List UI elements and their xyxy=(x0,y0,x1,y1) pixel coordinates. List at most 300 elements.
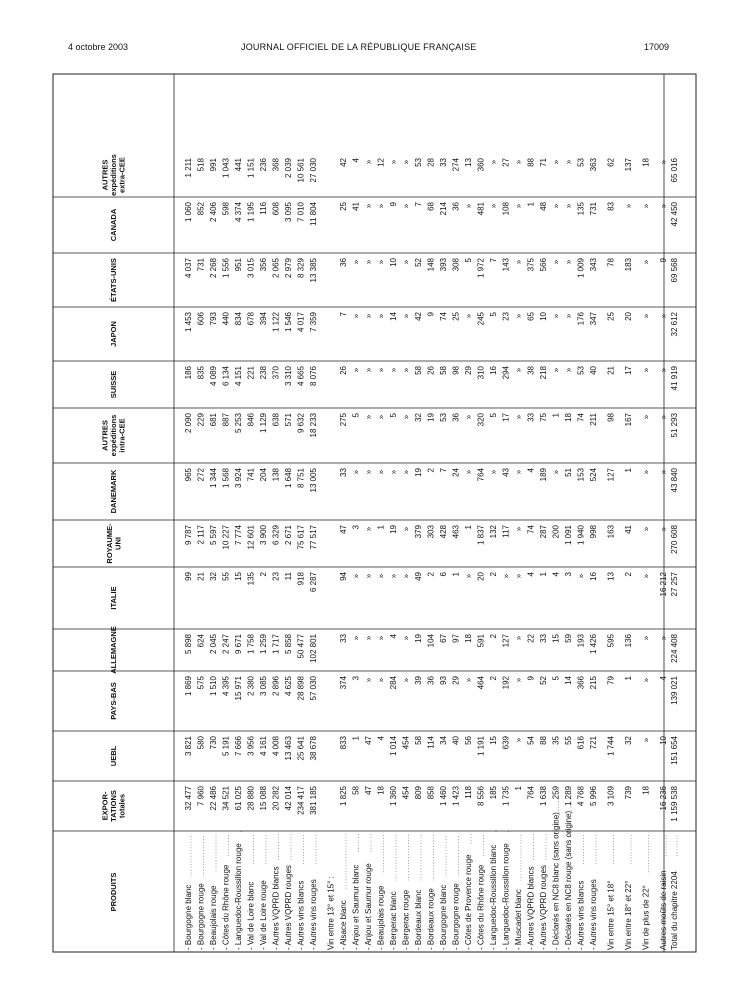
cell-value: 951 xyxy=(234,258,243,272)
cell-value: 2 090 xyxy=(184,413,193,434)
cell-value: 97 xyxy=(451,634,461,643)
cell-value: 308 xyxy=(451,258,461,272)
cell-value: 440 xyxy=(221,312,231,326)
cell-value: 4 xyxy=(526,468,536,473)
cell-value: 1 825 xyxy=(339,786,348,807)
cell-value: 24 xyxy=(451,468,461,477)
row-label: - Autres vins rouges xyxy=(309,879,318,950)
column-header-line: expéditions xyxy=(109,154,118,196)
cell-value: 214 xyxy=(439,202,448,216)
cell-value: 114 xyxy=(426,736,436,749)
cell-value: » xyxy=(464,414,473,420)
cell-value: 23 xyxy=(501,312,511,321)
row-label: - Bergerac blanc xyxy=(389,891,398,950)
cell-value: 74 xyxy=(576,413,586,422)
cell-value: 50 477 xyxy=(296,634,306,659)
cell-value: 1 289 xyxy=(564,786,573,807)
cell-value: 9 671 xyxy=(234,634,243,655)
cell-value: 15 xyxy=(489,736,498,745)
cell-value: 580 xyxy=(196,736,206,750)
cell-value: 394 xyxy=(259,312,268,326)
column-header-line: AUTRES xyxy=(100,420,110,451)
row-label: - Val de Loire rouge xyxy=(259,880,268,950)
cell-value: 62 xyxy=(606,158,616,167)
cell-value: 27 xyxy=(501,158,511,167)
cell-value: 39 xyxy=(414,676,423,685)
cell-value: 58 xyxy=(414,366,423,375)
column-header-line: intra-CEE xyxy=(117,418,127,453)
cell-value: 454 xyxy=(401,786,411,800)
cell-value: 5 253 xyxy=(234,413,243,434)
cell-value: 218 xyxy=(539,366,548,380)
cell-value: 363 xyxy=(589,158,598,172)
cell-value: 58 xyxy=(439,366,448,375)
column-header-line: JAPON xyxy=(109,321,118,347)
total-value: 32 612 xyxy=(670,312,679,337)
cell-value: 94 xyxy=(339,572,348,581)
cell-value: 2 671 xyxy=(284,525,293,546)
cell-value: 1 972 xyxy=(476,258,486,279)
cell-value: » xyxy=(389,469,398,475)
row-label: - Autres VQPRD rouges xyxy=(284,865,293,950)
cell-value: 135 xyxy=(576,202,586,216)
cell-value: 3 924 xyxy=(234,468,243,489)
products-header: PRODUITS xyxy=(109,872,118,912)
cell-value: 98 xyxy=(451,366,461,375)
cell-value: » xyxy=(364,635,373,641)
cell-value: 639 xyxy=(501,736,511,750)
cell-value: 26 xyxy=(426,366,436,375)
cell-value: 7 xyxy=(339,312,348,317)
cell-value: 234 417 xyxy=(296,786,306,815)
cell-value: 852 xyxy=(196,202,206,216)
cell-value: » xyxy=(576,573,586,579)
cell-value: » xyxy=(514,677,523,683)
cell-value: 238 xyxy=(259,366,268,380)
cell-value: » xyxy=(364,203,373,209)
cell-value: 464 xyxy=(476,676,486,690)
cell-value: 13 463 xyxy=(284,736,293,761)
row-label: - Côtes du Rhône rouge xyxy=(476,864,486,950)
cell-value: 834 xyxy=(234,312,243,326)
cell-value: 2 979 xyxy=(284,258,293,279)
table-border xyxy=(53,74,696,952)
cell-value: 347 xyxy=(589,312,598,326)
cell-value: 5 191 xyxy=(221,736,231,757)
cell-value: 375 xyxy=(526,258,536,272)
cell-value: 25 xyxy=(451,312,461,321)
cell-value: 1 546 xyxy=(284,312,293,333)
cell-value: 2 xyxy=(489,634,498,639)
cell-value: 3 821 xyxy=(184,736,193,757)
cell-value: 303 xyxy=(426,525,436,539)
column-header-line: ROYAUME- xyxy=(104,523,114,564)
cell-value: » xyxy=(641,203,651,209)
cell-value: 78 xyxy=(606,258,616,267)
cell-value: 3 xyxy=(351,525,361,530)
page-number: 17009 xyxy=(644,42,670,52)
cell-value: » xyxy=(464,573,473,579)
cell-value: 2 406 xyxy=(209,202,218,223)
total-value: 270 608 xyxy=(670,525,679,554)
cell-value: » xyxy=(501,573,511,579)
cell-value: 370 xyxy=(271,366,281,380)
cell-value: 41 xyxy=(624,525,633,534)
cell-value: 18 233 xyxy=(309,413,318,438)
cell-value: 730 xyxy=(209,736,218,750)
cell-value: 32 xyxy=(414,413,423,422)
cell-value: » xyxy=(401,367,411,373)
cell-value: » xyxy=(389,159,398,165)
cell-value: 259 xyxy=(551,786,561,800)
cell-value: » xyxy=(551,259,561,265)
cell-value: 22 xyxy=(526,634,536,643)
cell-value: 846 xyxy=(246,413,256,427)
cell-value: » xyxy=(401,159,411,165)
cell-value: 343 xyxy=(589,258,598,272)
cell-value: 1 568 xyxy=(221,468,231,489)
cell-value: 153 xyxy=(576,468,586,482)
cell-value: 3 956 xyxy=(246,736,256,757)
cell-value: 858 xyxy=(426,786,436,800)
cell-value: 2 065 xyxy=(271,258,281,279)
cell-value: » xyxy=(514,313,523,319)
cell-value: 2 xyxy=(624,572,633,577)
cell-value: 132 xyxy=(489,525,498,539)
total-value: 65 016 xyxy=(670,158,679,183)
cell-value: 965 xyxy=(184,468,193,482)
cell-value: 32 xyxy=(624,736,633,745)
cell-value: 15 088 xyxy=(259,786,268,811)
cell-value: » xyxy=(464,677,473,683)
cell-value: 1 423 xyxy=(451,786,461,807)
cell-value: 1 xyxy=(526,202,536,207)
cell-value: 6 xyxy=(439,572,448,577)
cell-value: 53 xyxy=(439,413,448,422)
cell-value: 9 xyxy=(389,202,398,207)
cell-value: 74 xyxy=(439,312,448,321)
total-label: Total du chapitre 2204 xyxy=(670,871,679,950)
cell-value: » xyxy=(376,469,386,475)
cell-value: 185 xyxy=(489,786,498,800)
cell-value: 33 xyxy=(439,158,448,167)
cell-value: » xyxy=(376,677,386,683)
cell-value: 595 xyxy=(606,634,616,648)
cell-value: 163 xyxy=(606,525,616,539)
cell-value: 4 089 xyxy=(209,366,218,387)
column-header xyxy=(109,682,118,720)
cell-value: 40 xyxy=(589,366,598,375)
cell-value: 88 xyxy=(526,158,536,167)
total-value: 27 257 xyxy=(670,572,679,597)
cell-value: » xyxy=(376,313,386,319)
cell-value: 481 xyxy=(476,202,486,216)
cell-value: 27 030 xyxy=(309,158,318,183)
cell-value: » xyxy=(364,313,373,319)
cell-value: » xyxy=(389,367,398,373)
column-header xyxy=(109,258,118,302)
cell-value: 51 xyxy=(564,468,573,477)
cell-value: 356 xyxy=(259,258,268,272)
cell-value: 47 xyxy=(364,786,373,795)
row-label: - Bergerac rouge xyxy=(401,889,411,950)
cell-value: » xyxy=(551,203,561,209)
cell-value: » xyxy=(514,737,523,743)
cell-value: 18 xyxy=(564,413,573,422)
cell-value: » xyxy=(376,259,386,265)
cell-value: » xyxy=(564,313,573,319)
cell-value: » xyxy=(641,677,651,683)
column-header-line: CANADA xyxy=(109,208,118,242)
cell-value: » xyxy=(376,573,386,579)
cell-value: 360 xyxy=(476,158,486,172)
cell-value: 8 556 xyxy=(476,786,486,807)
row-label: - Languedoc-Roussillon blanc xyxy=(489,844,498,950)
cell-value: 67 xyxy=(439,634,448,643)
cell-value: 3 109 xyxy=(606,786,616,807)
cell-value: 12 xyxy=(376,158,386,167)
row-label: - Côtes de Provence rouge xyxy=(464,854,473,950)
column-header-line: UNI xyxy=(113,537,123,550)
total-value: 1 159 538 xyxy=(670,786,679,822)
cell-value: » xyxy=(551,313,561,319)
cell-value: 200 xyxy=(551,525,561,539)
row-label: - Languedoc-Roussillon rouge xyxy=(234,843,243,950)
cell-value: » xyxy=(401,469,411,475)
cell-value: 7 xyxy=(414,202,423,207)
cell-value: 7 960 xyxy=(196,786,206,807)
cell-value: 16 xyxy=(589,572,598,581)
cell-value: 93 xyxy=(439,676,448,685)
cell-value: 143 xyxy=(501,258,511,272)
cell-value: 8 076 xyxy=(309,366,318,387)
cell-value: 32 xyxy=(209,572,218,581)
cell-value: » xyxy=(659,313,668,319)
total-value: 139 021 xyxy=(670,676,679,705)
cell-value: 272 xyxy=(196,468,206,482)
cell-value: 1 043 xyxy=(221,158,231,179)
cell-value: 1 735 xyxy=(501,786,511,807)
cell-value: 33 xyxy=(526,413,536,422)
cell-value: » xyxy=(351,635,361,641)
cell-value: 19 xyxy=(414,634,423,643)
cell-value: 22 486 xyxy=(209,786,218,811)
cell-value: 4 037 xyxy=(184,258,193,279)
cell-value: 58 xyxy=(414,736,423,745)
cell-value: 591 xyxy=(476,634,486,648)
header-date: 4 octobre 2003 xyxy=(68,42,129,52)
cell-value: » xyxy=(401,677,411,683)
cell-value: 4 xyxy=(659,676,668,681)
row-label: - Anjou et Saumur rouge xyxy=(364,863,373,950)
cell-value: 1 xyxy=(551,413,561,418)
cell-value: 13 xyxy=(464,158,473,167)
cell-value: 83 xyxy=(606,202,616,211)
cell-value: 3 085 xyxy=(259,676,268,697)
cell-value: 1 xyxy=(624,676,633,681)
column-header xyxy=(101,154,127,196)
cell-value: 294 xyxy=(501,366,511,380)
cell-value: 681 xyxy=(209,413,218,427)
cell-value: 4 625 xyxy=(284,676,293,697)
row-label: - Bourgogne rouge xyxy=(451,883,461,950)
cell-value: 28 898 xyxy=(296,676,306,701)
cell-value: 566 xyxy=(539,258,548,272)
cell-value: » xyxy=(364,414,373,420)
cell-value: 19 xyxy=(426,413,436,422)
group-title: Vin de plus de 22° xyxy=(641,885,651,950)
cell-value: 5 858 xyxy=(284,634,293,655)
cell-value: 518 xyxy=(196,158,206,172)
cell-value: » xyxy=(514,469,523,475)
column-header-line: totales xyxy=(117,793,127,819)
cell-value: 2 xyxy=(259,572,268,577)
row-label: - Val de Loire blanc xyxy=(246,881,256,950)
cell-value: » xyxy=(641,526,651,532)
cell-value: 14 xyxy=(389,312,398,321)
cell-value: 99 xyxy=(184,572,193,581)
cell-value: 57 030 xyxy=(309,676,318,701)
column-header-line: TATIONS xyxy=(109,790,118,822)
cell-value: » xyxy=(489,159,498,165)
cell-value: 274 xyxy=(451,158,461,172)
cell-value: 25 641 xyxy=(296,736,306,761)
cell-value: » xyxy=(351,469,361,475)
cell-value: » xyxy=(376,367,386,373)
cell-value: » xyxy=(376,635,386,641)
cell-value: 34 521 xyxy=(221,786,231,811)
cell-value: 1 344 xyxy=(209,468,218,489)
cell-value: » xyxy=(641,259,651,265)
cell-value: » xyxy=(351,367,361,373)
cell-value: 1 191 xyxy=(476,736,486,757)
column-header-line: DANEMARK xyxy=(109,469,118,514)
row-label: - Alsace blanc xyxy=(339,900,348,950)
cell-value: » xyxy=(376,203,386,209)
cell-value: 1 xyxy=(464,525,473,530)
row-label: - Autres vins blancs xyxy=(296,880,306,950)
cell-value: 23 xyxy=(271,572,281,581)
cell-value: 36 xyxy=(426,676,436,685)
cell-value: 183 xyxy=(624,258,633,272)
cell-value: 1 744 xyxy=(606,736,616,757)
cell-value: 33 xyxy=(339,634,348,643)
cell-value: 1 940 xyxy=(576,525,586,546)
group-title: Vin entre 13° et 15° : xyxy=(326,876,336,950)
cell-value: 9 xyxy=(426,312,436,317)
cell-value: 4 161 xyxy=(259,736,268,757)
cell-value: 624 xyxy=(196,634,206,648)
cell-value: 137 xyxy=(624,158,633,172)
cell-value: 5 996 xyxy=(589,786,598,807)
cell-value: 741 xyxy=(246,468,256,482)
cell-value: 1 638 xyxy=(539,786,548,807)
cell-value: 638 xyxy=(271,413,281,427)
cell-value: 16 xyxy=(489,366,498,375)
cell-value: 1 758 xyxy=(246,634,256,655)
cell-value: 127 xyxy=(501,634,511,648)
cell-value: » xyxy=(401,203,411,209)
cell-value: » xyxy=(401,635,411,641)
cell-value: 1 091 xyxy=(564,525,573,546)
cell-value: 6 287 xyxy=(309,572,318,593)
cell-value: 1 060 xyxy=(184,202,193,223)
column-header-line: EXPOR- xyxy=(100,791,110,821)
cell-value: » xyxy=(659,526,668,532)
cell-value: » xyxy=(641,635,651,641)
cell-value: » xyxy=(564,367,573,373)
cell-value: » xyxy=(514,414,523,420)
cell-value: 4 xyxy=(389,634,398,639)
cell-value: 809 xyxy=(414,786,423,800)
cell-value: 1 837 xyxy=(476,525,486,546)
cell-value: 7 010 xyxy=(296,202,306,223)
cell-value: » xyxy=(514,159,523,165)
cell-value: » xyxy=(364,526,373,532)
cell-value: 4 xyxy=(551,572,561,577)
column-header xyxy=(109,626,118,674)
export-table-grid xyxy=(52,73,697,953)
cell-value: 5 xyxy=(489,312,498,317)
cell-value: 379 xyxy=(414,525,423,539)
cell-value: 18 xyxy=(641,158,651,167)
cell-value: » xyxy=(641,313,651,319)
row-label: - Bordeaux blanc xyxy=(414,889,423,950)
cell-value: 33 xyxy=(339,468,348,477)
cell-value: 55 xyxy=(564,736,573,745)
column-header-line: expéditions xyxy=(109,414,118,457)
cell-value: 11 804 xyxy=(309,202,318,226)
cell-value: 127 xyxy=(606,468,616,482)
cell-value: 42 014 xyxy=(284,786,293,811)
total-value: 42 450 xyxy=(670,202,679,227)
cell-value: 3 900 xyxy=(259,525,268,546)
cell-value: 88 xyxy=(539,736,548,745)
cell-value: 1 xyxy=(376,525,386,530)
cell-value: 2 xyxy=(426,468,436,473)
cell-value: 25 xyxy=(606,312,616,321)
cell-value: 176 xyxy=(576,312,586,326)
row-label: - Autres VQPRD rouges xyxy=(539,865,548,950)
cell-value: » xyxy=(376,414,386,420)
cell-value: 186 xyxy=(184,366,193,380)
cell-value: 7 xyxy=(439,468,448,473)
cell-value: 65 xyxy=(526,312,536,321)
cell-value: 26 xyxy=(339,366,348,375)
cell-value: » xyxy=(351,259,361,265)
cell-value: 5 xyxy=(351,413,361,418)
cell-value: » xyxy=(514,367,523,373)
cell-value: 148 xyxy=(426,258,436,272)
cell-value: 998 xyxy=(589,525,598,539)
cell-value: » xyxy=(641,573,651,579)
row-label: - Déclarés en NC8 blanc (sans origine) xyxy=(551,812,561,950)
column-header xyxy=(109,208,118,241)
cell-value: 98 xyxy=(606,413,616,422)
cell-value: 731 xyxy=(589,202,598,216)
cell-value: 20 xyxy=(624,312,633,321)
column-header-line: ÉTATS-UNIS xyxy=(109,258,118,302)
total-value: 224 408 xyxy=(670,634,679,663)
cell-value: 4 xyxy=(351,158,361,163)
cell-value: 16 212 xyxy=(659,572,668,597)
cell-value: » xyxy=(364,677,373,683)
cell-value: 48 xyxy=(539,202,548,211)
cell-value: » xyxy=(389,573,398,579)
cell-value: 4 xyxy=(526,572,536,577)
cell-value: 428 xyxy=(439,525,448,539)
cell-value: 19 xyxy=(414,468,423,477)
